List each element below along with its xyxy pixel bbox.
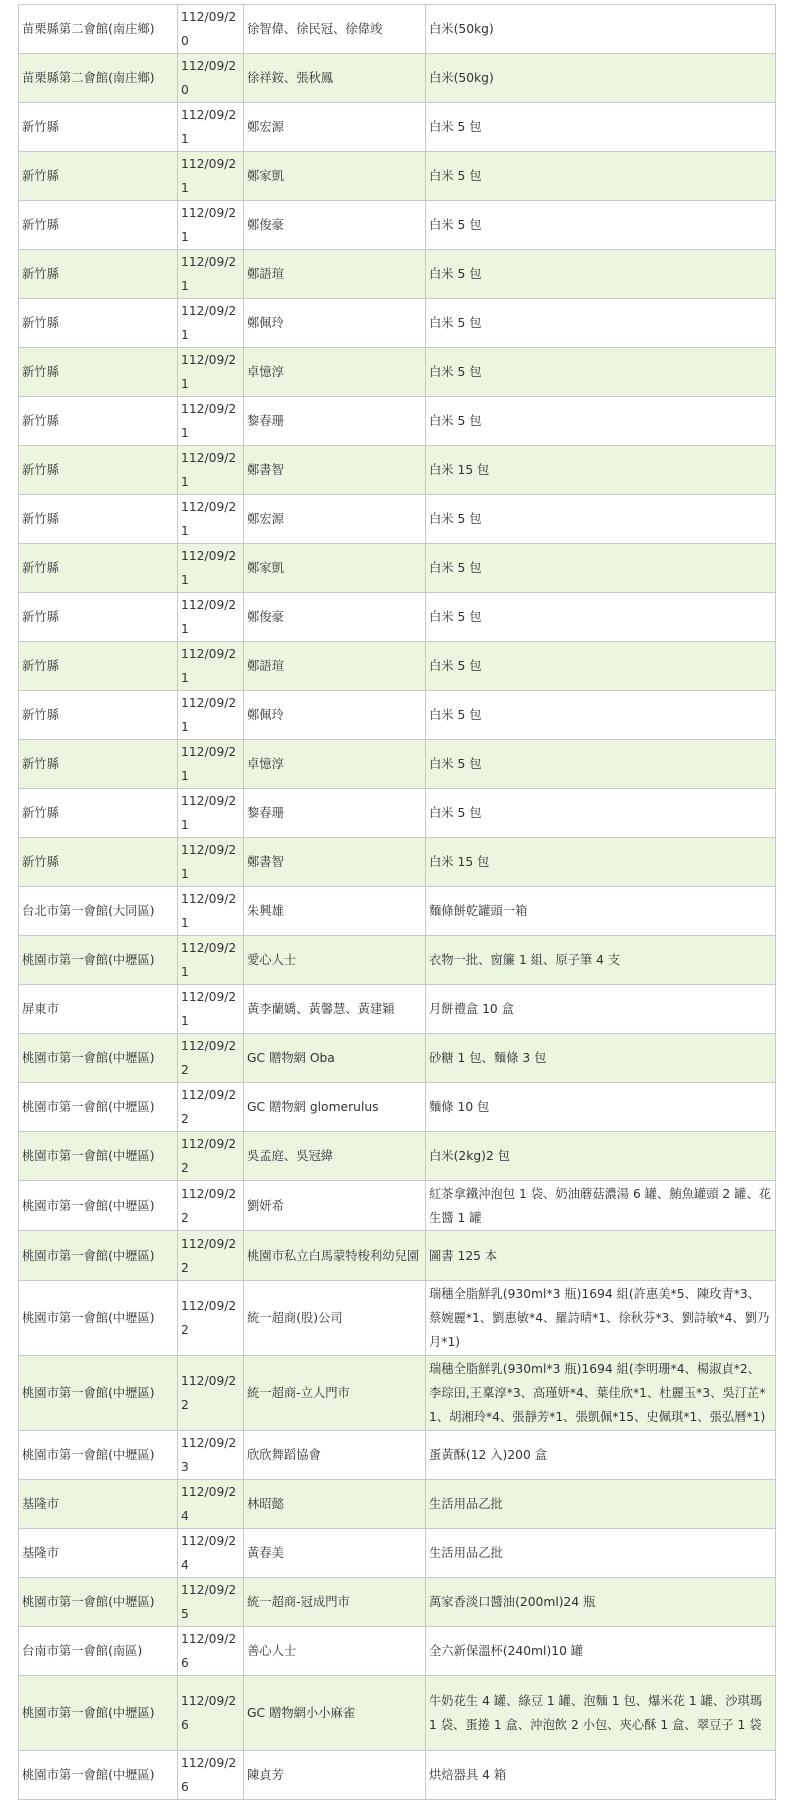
- table-row: [19, 1231, 776, 1281]
- donor-cell: 鄭家凱: [244, 544, 426, 593]
- items-cell: 麵條餅乾罐頭一箱: [426, 887, 776, 936]
- table-row: [19, 1627, 776, 1676]
- date-cell: 112/09/21: [178, 593, 244, 642]
- items-cell: 白米 15 包: [426, 446, 776, 495]
- venue-cell: 桃園市第一會館(中壢區): [19, 1578, 178, 1627]
- items-cell: 白米 5 包: [426, 250, 776, 299]
- items-cell: 白米 5 包: [426, 397, 776, 446]
- date-cell: 112/09/22: [178, 1083, 244, 1132]
- items-cell: 萬家香淡口醬油(200ml)24 瓶: [426, 1578, 776, 1627]
- venue-cell: 桃園市第一會館(中壢區): [19, 1083, 178, 1132]
- venue-cell: 桃園市第一會館(中壢區): [19, 1132, 178, 1181]
- donor-cell: 統一超商-立人門市: [244, 1356, 426, 1431]
- donor-cell: 吳孟庭、吳冠緯: [244, 1132, 426, 1181]
- venue-cell: 台南市第一會館(南區): [19, 1627, 178, 1676]
- date-cell: 112/09/22: [178, 1181, 244, 1231]
- date-cell: 112/09/26: [178, 1676, 244, 1751]
- venue-cell: 新竹縣: [19, 642, 178, 691]
- items-cell: 圖書 125 本: [426, 1231, 776, 1281]
- items-cell: 白米 5 包: [426, 593, 776, 642]
- date-cell: 112/09/21: [178, 201, 244, 250]
- date-cell: 112/09/21: [178, 544, 244, 593]
- table-row: [19, 789, 776, 838]
- venue-cell: 屏東市: [19, 985, 178, 1034]
- items-cell: 牛奶花生 4 罐、綠豆 1 罐、泡麵 1 包、爆米花 1 罐、沙琪瑪 1 袋、蛋捲 1 盒、沖泡飲 2 小包、夾心酥 1 盒、翠豆子 1 袋: [426, 1676, 776, 1751]
- donor-cell: 鄭家凱: [244, 152, 426, 201]
- venue-cell: 桃園市第一會館(中壢區): [19, 936, 178, 985]
- venue-cell: 新竹縣: [19, 789, 178, 838]
- items-cell: 白米 15 包: [426, 838, 776, 887]
- items-cell: 白米 5 包: [426, 544, 776, 593]
- venue-cell: 新竹縣: [19, 495, 178, 544]
- venue-cell: 新竹縣: [19, 201, 178, 250]
- venue-cell: 新竹縣: [19, 446, 178, 495]
- date-cell: 112/09/21: [178, 740, 244, 789]
- table-row: [19, 1676, 776, 1751]
- items-cell: 白米 5 包: [426, 691, 776, 740]
- donor-cell: 善心人士: [244, 1627, 426, 1676]
- table-row: [19, 642, 776, 691]
- date-cell: 112/09/25: [178, 1578, 244, 1627]
- table-row: [19, 495, 776, 544]
- venue-cell: 桃園市第一會館(中壢區): [19, 1231, 178, 1281]
- donor-cell: GC 贈物網 Oba: [244, 1034, 426, 1083]
- table-row: [19, 1529, 776, 1578]
- venue-cell: 新竹縣: [19, 544, 178, 593]
- donor-cell: 統一超商(股)公司: [244, 1281, 426, 1356]
- items-cell: 衣物一批、窗簾 1 組、原子筆 4 支: [426, 936, 776, 985]
- items-cell: 白米 5 包: [426, 789, 776, 838]
- venue-cell: 新竹縣: [19, 691, 178, 740]
- table-row: [19, 299, 776, 348]
- date-cell: 112/09/21: [178, 936, 244, 985]
- venue-cell: 桃園市第一會館(中壢區): [19, 1676, 178, 1751]
- date-cell: 112/09/21: [178, 985, 244, 1034]
- items-cell: 白米(50kg): [426, 5, 776, 54]
- donor-cell: 卓憶淳: [244, 348, 426, 397]
- items-cell: 白米 5 包: [426, 299, 776, 348]
- venue-cell: 桃園市第一會館(中壢區): [19, 1181, 178, 1231]
- table-row: [19, 1431, 776, 1480]
- table-row: [19, 397, 776, 446]
- items-cell: 白米(50kg): [426, 54, 776, 103]
- venue-cell: 台北市第一會館(大同區): [19, 887, 178, 936]
- table-row: [19, 446, 776, 495]
- table-row: [19, 1356, 776, 1431]
- items-cell: 生活用品乙批: [426, 1529, 776, 1578]
- items-cell: 砂糖 1 包、麵條 3 包: [426, 1034, 776, 1083]
- table-row: [19, 152, 776, 201]
- venue-cell: 新竹縣: [19, 397, 178, 446]
- donor-cell: 統一超商-冠成門市: [244, 1578, 426, 1627]
- date-cell: 112/09/21: [178, 789, 244, 838]
- donation-table: [18, 4, 776, 1800]
- venue-cell: 基隆市: [19, 1529, 178, 1578]
- donor-cell: 鄭書智: [244, 446, 426, 495]
- venue-cell: 新竹縣: [19, 152, 178, 201]
- donor-cell: 鄭語瑄: [244, 642, 426, 691]
- table-row: [19, 1751, 776, 1800]
- items-cell: 月餅禮盒 10 盒: [426, 985, 776, 1034]
- date-cell: 112/09/21: [178, 348, 244, 397]
- donor-cell: 陳貞芳: [244, 1751, 426, 1800]
- items-cell: 白米 5 包: [426, 495, 776, 544]
- donor-cell: 鄭俊豪: [244, 593, 426, 642]
- donor-cell: 劉妍希: [244, 1181, 426, 1231]
- table-row: [19, 1480, 776, 1529]
- donor-cell: 朱興雄: [244, 887, 426, 936]
- items-cell: 白米 5 包: [426, 740, 776, 789]
- items-cell: 紅茶拿鐵沖泡包 1 袋、奶油蘑菇濃湯 6 罐、鮪魚罐頭 2 罐、花生醬 1 罐: [426, 1181, 776, 1231]
- table-row: [19, 1132, 776, 1181]
- date-cell: 112/09/20: [178, 54, 244, 103]
- donor-cell: 卓憶淳: [244, 740, 426, 789]
- date-cell: 112/09/21: [178, 397, 244, 446]
- table-row: [19, 250, 776, 299]
- venue-cell: 桃園市第一會館(中壢區): [19, 1356, 178, 1431]
- donor-cell: 鄭俊豪: [244, 201, 426, 250]
- date-cell: 112/09/21: [178, 838, 244, 887]
- date-cell: 112/09/21: [178, 299, 244, 348]
- items-cell: 瑞穗全脂鮮乳(930ml*3 瓶)1694 組(李明珊*4、楊淑貞*2、李琮田,王稟淳*3、高瑾妍*4、葉佳欣*1、杜麗玉*3、吳汀芷*1、胡湘玲*4、張靜芳*1、張凱佩*15、史佩琪*1、張弘曆*1): [426, 1356, 776, 1431]
- venue-cell: 苗栗縣第二會館(南庄鄉): [19, 5, 178, 54]
- table-row: [19, 1578, 776, 1627]
- date-cell: 112/09/20: [178, 5, 244, 54]
- venue-cell: 新竹縣: [19, 838, 178, 887]
- donor-cell: 鄭書智: [244, 838, 426, 887]
- table-row: [19, 1181, 776, 1231]
- donor-cell: 欣欣舞蹈協會: [244, 1431, 426, 1480]
- donor-cell: 黎春珊: [244, 397, 426, 446]
- table-row: [19, 985, 776, 1034]
- date-cell: 112/09/21: [178, 691, 244, 740]
- date-cell: 112/09/21: [178, 152, 244, 201]
- donor-cell: 黃春美: [244, 1529, 426, 1578]
- table-row: [19, 691, 776, 740]
- venue-cell: 桃園市第一會館(中壢區): [19, 1281, 178, 1356]
- date-cell: 112/09/21: [178, 446, 244, 495]
- table-row: [19, 544, 776, 593]
- donor-cell: GC 贈物網小小麻雀: [244, 1676, 426, 1751]
- date-cell: 112/09/22: [178, 1281, 244, 1356]
- venue-cell: 苗栗縣第二會館(南庄鄉): [19, 54, 178, 103]
- items-cell: 白米 5 包: [426, 152, 776, 201]
- items-cell: 全六新保溫杯(240ml)10 罐: [426, 1627, 776, 1676]
- date-cell: 112/09/23: [178, 1431, 244, 1480]
- donor-cell: 鄭宏源: [244, 103, 426, 152]
- venue-cell: 新竹縣: [19, 299, 178, 348]
- date-cell: 112/09/24: [178, 1529, 244, 1578]
- items-cell: 白米 5 包: [426, 642, 776, 691]
- items-cell: 白米 5 包: [426, 201, 776, 250]
- donor-cell: 鄭語瑄: [244, 250, 426, 299]
- donor-cell: 桃園市私立白馬蒙特梭利幼兒園: [244, 1231, 426, 1281]
- items-cell: 白米(2kg)2 包: [426, 1132, 776, 1181]
- venue-cell: 新竹縣: [19, 740, 178, 789]
- donor-cell: 鄭佩玲: [244, 299, 426, 348]
- table-row: [19, 348, 776, 397]
- date-cell: 112/09/22: [178, 1034, 244, 1083]
- date-cell: 112/09/26: [178, 1627, 244, 1676]
- items-cell: 瑞穗全脂鮮乳(930ml*3 瓶)1694 組(許惠美*5、陳玫青*3、蔡婉麗*1、劉惠敏*4、羅詩晴*1、徐秋芬*3、劉詩敏*4、劉乃月*1): [426, 1281, 776, 1356]
- donor-cell: 徐祥銨、張秋鳳: [244, 54, 426, 103]
- table-row: [19, 740, 776, 789]
- venue-cell: 新竹縣: [19, 103, 178, 152]
- date-cell: 112/09/26: [178, 1751, 244, 1800]
- date-cell: 112/09/22: [178, 1356, 244, 1431]
- donor-cell: 鄭佩玲: [244, 691, 426, 740]
- donor-cell: 黎春珊: [244, 789, 426, 838]
- date-cell: 112/09/21: [178, 103, 244, 152]
- table-row: [19, 1083, 776, 1132]
- venue-cell: 基隆市: [19, 1480, 178, 1529]
- venue-cell: 新竹縣: [19, 348, 178, 397]
- table-row: [19, 593, 776, 642]
- table-row: [19, 54, 776, 103]
- date-cell: 112/09/21: [178, 250, 244, 299]
- donor-cell: 徐智偉、徐民冠、徐偉竣: [244, 5, 426, 54]
- venue-cell: 新竹縣: [19, 593, 178, 642]
- items-cell: 白米 5 包: [426, 103, 776, 152]
- date-cell: 112/09/22: [178, 1231, 244, 1281]
- table-row: [19, 936, 776, 985]
- table-row: [19, 838, 776, 887]
- donor-cell: GC 贈物網 glomerulus: [244, 1083, 426, 1132]
- date-cell: 112/09/21: [178, 495, 244, 544]
- table-row: [19, 1034, 776, 1083]
- venue-cell: 桃園市第一會館(中壢區): [19, 1431, 178, 1480]
- table-row: [19, 887, 776, 936]
- donor-cell: 愛心人士: [244, 936, 426, 985]
- donor-cell: 林昭懿: [244, 1480, 426, 1529]
- date-cell: 112/09/22: [178, 1132, 244, 1181]
- venue-cell: 新竹縣: [19, 250, 178, 299]
- date-cell: 112/09/21: [178, 642, 244, 691]
- donor-cell: 鄭宏源: [244, 495, 426, 544]
- donor-cell: 黃李蘭嬌、黃馨慧、黃建穎: [244, 985, 426, 1034]
- date-cell: 112/09/21: [178, 887, 244, 936]
- items-cell: 麵條 10 包: [426, 1083, 776, 1132]
- table-row: [19, 1281, 776, 1356]
- items-cell: 生活用品乙批: [426, 1480, 776, 1529]
- items-cell: 白米 5 包: [426, 348, 776, 397]
- venue-cell: 桃園市第一會館(中壢區): [19, 1751, 178, 1800]
- items-cell: 蛋黃酥(12 入)200 盒: [426, 1431, 776, 1480]
- venue-cell: 桃園市第一會館(中壢區): [19, 1034, 178, 1083]
- items-cell: 烘焙器具 4 箱: [426, 1751, 776, 1800]
- table-row: [19, 103, 776, 152]
- table-row: [19, 5, 776, 54]
- date-cell: 112/09/24: [178, 1480, 244, 1529]
- table-row: [19, 201, 776, 250]
